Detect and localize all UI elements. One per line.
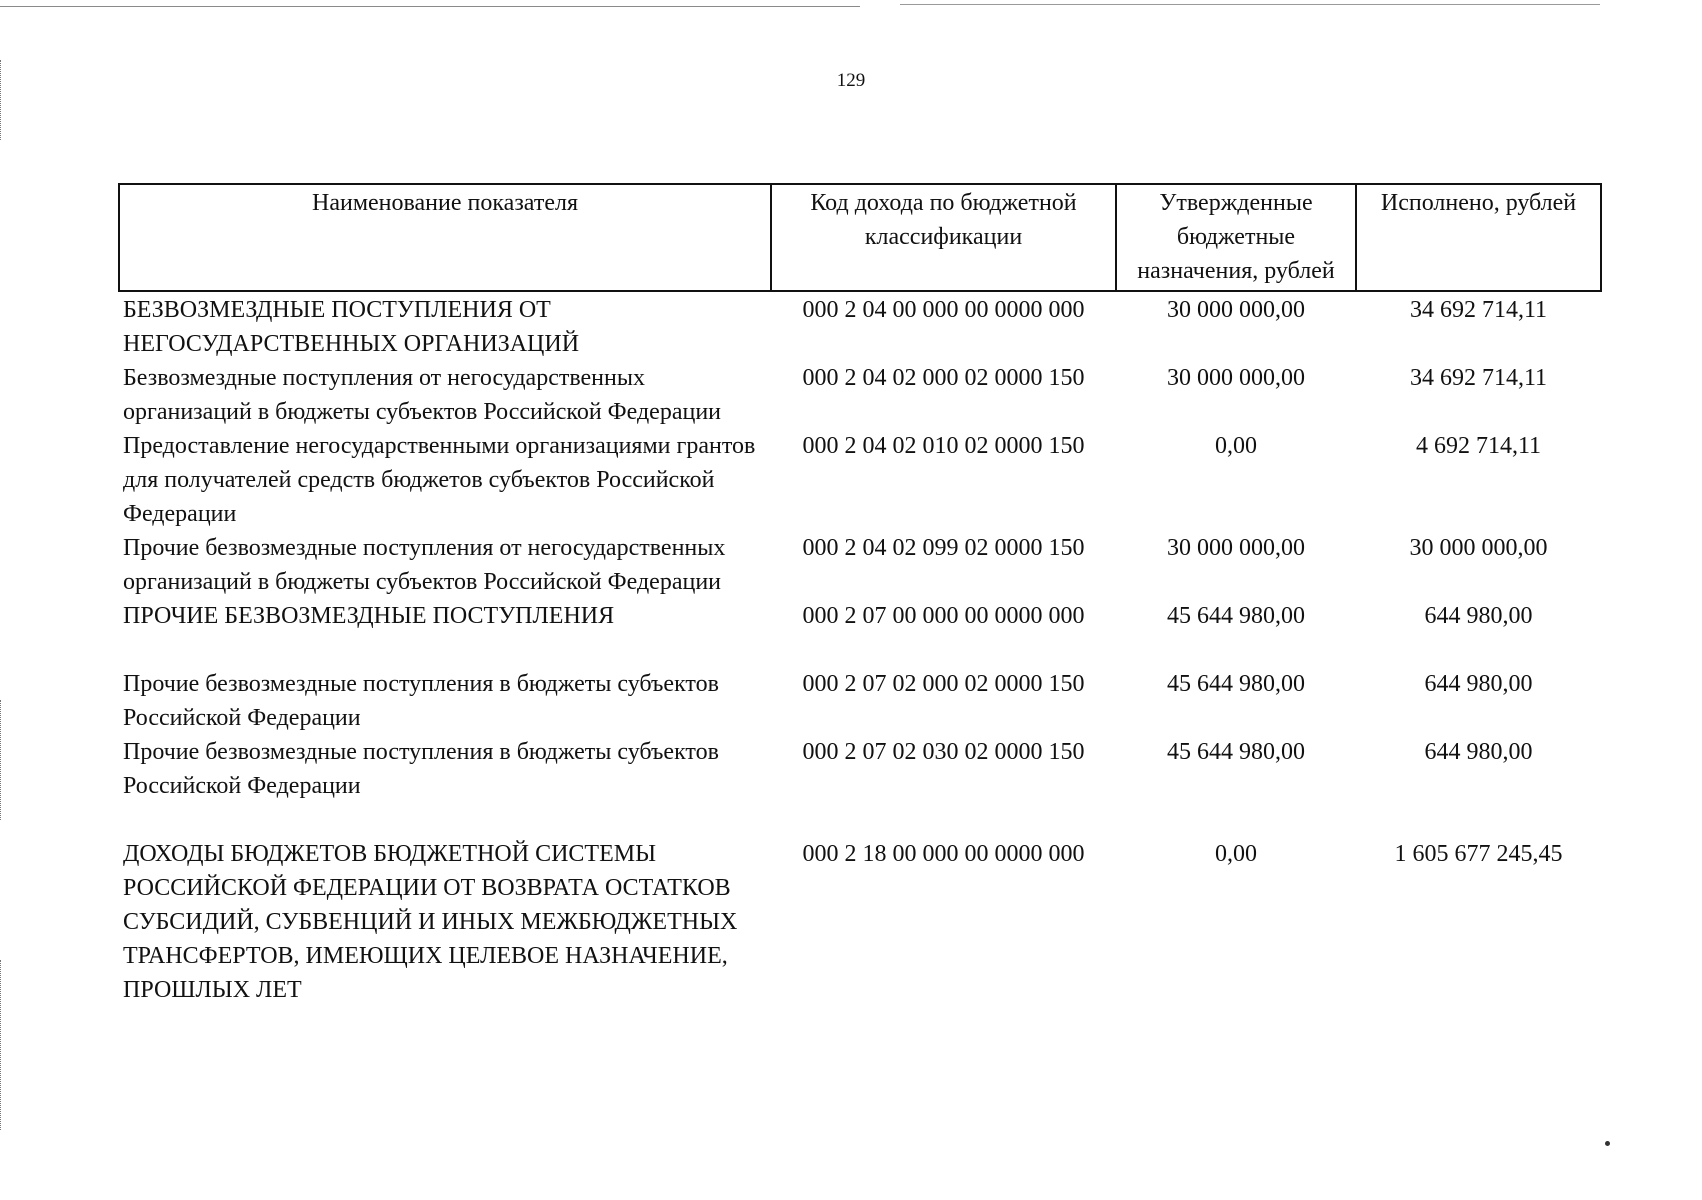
scan-speck [1605,1141,1610,1146]
cell-income-code: 000 2 04 00 000 00 0000 000 [802,297,1085,323]
scan-edge-noise [0,700,7,820]
cell-income-code: 000 2 07 02 000 02 0000 150 [802,671,1085,697]
cell-executed-amount: 644 980,00 [1424,603,1533,629]
cell-indicator-name: Прочие безвозмездные поступления в бюджеты субъектов Российской Федерации [123,739,719,799]
cell-executed-amount: 30 000 000,00 [1409,535,1548,561]
table-body [119,291,1601,1007]
cell-indicator-name: Прочие безвозмездные поступления в бюджеты субъектов Российской Федерации [123,671,719,731]
cell-income-code: 000 2 04 02 000 02 0000 150 [802,365,1085,391]
cell-income-code: 000 2 07 02 030 02 0000 150 [802,739,1085,765]
cell-executed-amount: 34 692 714,11 [1409,297,1548,323]
cell-income-code: 000 2 04 02 099 02 0000 150 [802,535,1085,561]
cell-approved-amount: 0,00 [1215,841,1257,867]
table-row [119,599,1601,667]
cell-approved-amount: 45 644 980,00 [1167,671,1305,697]
cell-executed-amount: 644 980,00 [1424,739,1533,765]
scan-edge-line [0,6,860,7]
table-row [119,361,1601,429]
table-row [119,291,1601,361]
table-row [119,429,1601,531]
cell-indicator-name: Безвозмездные поступления от негосударственных организаций в бюджеты субъектов Российской Федерации [123,365,722,425]
cell-indicator-name: Прочие безвозмездные поступления от негосударственных организаций в бюджеты субъектов Российской Федерации [123,535,726,595]
cell-approved-amount: 30 000 000,00 [1167,535,1305,561]
cell-executed-amount: 4 692 714,11 [1415,433,1542,459]
cell-income-code: 000 2 18 00 000 00 0000 000 [802,841,1085,867]
header-indicator-name: Наименование показателя [119,184,771,291]
table-row [119,735,1601,837]
cell-approved-amount: 30 000 000,00 [1167,365,1305,391]
table-row [119,837,1601,1007]
cell-executed-amount: 644 980,00 [1424,671,1533,697]
table-row [119,667,1601,735]
cell-indicator-name: БЕЗВОЗМЕЗДНЫЕ ПОСТУПЛЕНИЯ ОТ НЕГОСУДАРСТВЕННЫХ ОРГАНИЗАЦИЙ [123,297,580,357]
header-executed-amount: Исполнено, рублей [1356,184,1601,291]
cell-approved-amount: 45 644 980,00 [1167,739,1305,765]
cell-executed-amount: 34 692 714,11 [1409,365,1548,391]
cell-income-code: 000 2 07 00 000 00 0000 000 [802,603,1085,629]
cell-approved-amount: 30 000 000,00 [1167,297,1305,323]
header-row [119,184,1601,291]
page-number: 129 [836,70,866,91]
cell-executed-amount: 1 605 677 245,45 [1394,841,1563,867]
table-header [119,184,1601,291]
cell-indicator-name: ДОХОДЫ БЮДЖЕТОВ БЮДЖЕТНОЙ СИСТЕМЫ РОССИЙСКОЙ ФЕДЕРАЦИИ ОТ ВОЗВРАТА ОСТАТКОВ СУБСИДИЙ, СУБВЕНЦИЙ И ИНЫХ МЕЖБЮДЖЕТНЫХ ТРАНСФЕРТОВ, ИМЕЮЩИХ ЦЕЛЕВОЕ НАЗНАЧЕНИЕ, ПРОШЛЫХ ЛЕТ [123,841,738,1003]
scan-edge-line [900,4,1600,5]
scan-edge-noise [0,960,7,1130]
cell-indicator-name: ПРОЧИЕ БЕЗВОЗМЕЗДНЫЕ ПОСТУПЛЕНИЯ [123,603,615,629]
budget-table [118,183,1602,1007]
table-row [119,531,1601,599]
header-income-code: Код дохода по бюджетной классификации [771,184,1116,291]
header-approved-amount: Утвержденные бюджетные назначения, рублей [1116,184,1356,291]
cell-approved-amount: 0,00 [1215,433,1257,459]
cell-approved-amount: 45 644 980,00 [1167,603,1305,629]
cell-indicator-name: Предоставление негосударственными организациями грантов для получателей средств бюджетов субъектов Российской Федерации [123,433,756,527]
cell-income-code: 000 2 04 02 010 02 0000 150 [802,433,1085,459]
